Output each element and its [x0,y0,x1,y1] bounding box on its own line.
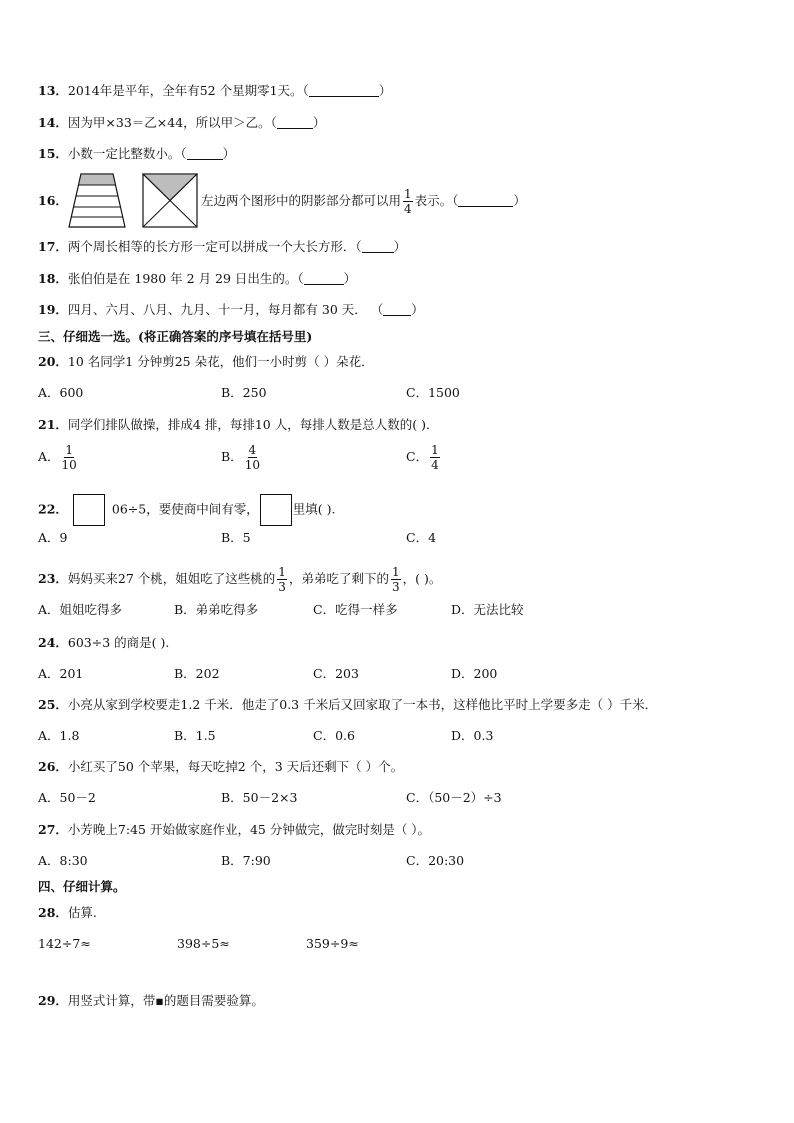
question-text: 2014年是平年，全年有52 个星期零1天。（ [67,83,309,98]
denominator: 10 [244,458,260,472]
question-number: 28． [38,905,68,920]
denominator: 3 [391,580,400,594]
question-24 [38,635,169,651]
question-18 [38,271,356,287]
answer-blank[interactable] [277,116,313,129]
option-a[interactable]: A．50－2 [38,790,96,805]
answer-blank[interactable] [309,84,379,97]
question-19 [38,302,424,318]
question-text: 小亮从家到学校要走1.2 千米．他走了0.3 千米后又回家取了一本书，这样他比平时上学要多走（ ）千米． [67,697,658,712]
answer-blank[interactable] [362,240,394,253]
option-c[interactable]: C．（50－2）÷3 [406,790,502,805]
option-b[interactable]: B．弟弟吃得多 [174,602,259,617]
question-26 [38,759,403,775]
question-23 [38,566,441,593]
option-label: B． [221,449,243,464]
numerator: 4 [248,443,257,457]
question-number: 21． [38,417,68,432]
fraction [245,444,260,471]
question-16 [201,188,526,215]
question-number: 13． [38,83,68,98]
question-number: 25． [38,697,68,712]
option-a[interactable]: A．201 [38,666,84,681]
question-text: 06÷5，要使商中间有零， [111,501,259,517]
fraction [391,566,401,593]
question-number: 18． [38,271,68,286]
answer-blank[interactable] [383,303,411,316]
question-27 [38,822,430,838]
option-a[interactable]: A．9 [38,530,68,545]
numerator: 1 [65,443,73,457]
option-a[interactable]: A．8:30 [38,853,88,868]
closing-paren: ） [222,146,236,161]
option-d[interactable]: D．无法比较 [451,602,524,617]
question-text: 小数一定比整数小。（ [67,146,187,161]
question-text: 估算. [67,905,97,920]
question-20 [38,354,374,370]
question-text: 表示。（ [414,193,459,208]
option-c[interactable] [406,444,442,471]
question-text: 因为甲×33＝乙×44，所以甲＞乙。（ [67,115,277,130]
option-b[interactable]: B．202 [174,666,220,681]
option-c[interactable]: C．4 [406,530,437,545]
trapezoid-figure [68,173,126,228]
option-label: C． [406,449,429,464]
question-number: 20． [38,354,68,369]
numerator: 1 [278,565,286,579]
closing-paren: ） [393,239,407,254]
option-c[interactable]: C．吃得一样多 [313,602,398,617]
question-text: 小芳晚上7:45 开始做家庭作业，45 分钟做完，做完时刻是（ ）。 [67,822,431,837]
question-15 [38,146,235,162]
option-b[interactable]: B．1.5 [174,728,216,743]
option-a[interactable]: A．姐姐吃得多 [38,602,123,617]
digit-box[interactable] [73,494,105,526]
question-number: 19． [38,302,68,317]
closing-paren: ） [513,193,526,208]
denominator: 4 [404,202,412,216]
option-d[interactable]: D．200 [451,666,498,681]
question-text: 里填( ). [292,501,336,517]
digit-box-reference [260,494,292,526]
question-number: 22． [38,501,68,517]
closing-paren: ） [312,115,326,130]
answer-blank[interactable] [187,147,223,160]
answer-blank[interactable] [304,272,344,285]
option-a[interactable] [38,444,79,471]
question-text: ，弟弟吃了剩下的 [288,571,389,586]
estimate-item: 142÷7≈ [38,936,91,951]
question-text: 10 名同学1 分钟剪25 朵花，他们一小时剪（ ）朵花． [67,354,374,369]
question-number: 17． [38,239,68,254]
option-b[interactable]: B．7:90 [221,853,271,868]
question-22 [38,494,335,526]
question-text: 左边两个图形中的阴影部分都可以用 [201,193,402,208]
question-number: 16． [38,193,68,208]
option-b[interactable]: B．5 [221,530,251,545]
question-28 [38,905,97,921]
estimate-item: 359÷9≈ [306,936,359,951]
fraction [277,566,287,593]
numerator: 1 [404,187,412,201]
question-21 [38,417,438,433]
closing-paren: ） [378,83,392,98]
option-c[interactable]: C．203 [313,666,359,681]
question-number: 15． [38,146,68,161]
question-text: 用竖式计算，带▪的题目需要验算。 [67,993,264,1008]
fraction [62,444,77,471]
question-text: 同学们排队做操，排成4 排，每排10 人，每排人数是总人数的( )． [67,417,439,432]
section-heading-4: 四、仔细计算。 [38,879,126,894]
question-text: 603÷3 的商是( ). [67,635,170,650]
estimate-item: 398÷5≈ [177,936,230,951]
question-14 [38,115,325,131]
square-figure [142,173,198,228]
question-number: 29． [38,993,68,1008]
denominator: 4 [431,458,439,472]
option-d[interactable]: D．0.3 [451,728,494,743]
question-17 [38,239,406,255]
closing-paren: ） [411,302,424,317]
option-b[interactable]: B．50－2×3 [221,790,298,805]
question-text: 四月、六月、八月、九月、十一月，每月都有 30 天． （ [67,302,384,317]
numerator: 1 [391,565,400,579]
question-text: 两个周长相等的长方形一定可以拼成一个大长方形．（ [67,239,362,254]
question-29 [38,993,264,1009]
option-c[interactable]: C．0.6 [313,728,355,743]
numerator: 1 [431,443,439,457]
question-text: 张伯伯是在 1980 年 2 月 29 日出生的。（ [67,271,304,286]
option-c[interactable]: C．20:30 [406,853,465,868]
question-number: 27． [38,822,68,837]
fraction [403,188,413,215]
question-text: 小红买了50 个苹果，每天吃掉2 个，3 天后还剩下（ ）个。 [67,759,404,774]
option-b[interactable]: B．250 [221,385,267,400]
answer-blank[interactable] [458,194,513,207]
option-a[interactable]: A．600 [38,385,84,400]
question-number: 26． [38,759,68,774]
closing-paren: ） [343,271,357,286]
denominator: 10 [61,458,77,472]
question-text: ，( )。 [402,571,442,586]
fraction [430,444,440,471]
section-heading-3: 三、仔细选一选。(将正确答案的序号填在括号里) [38,329,313,344]
option-label: A． [38,449,60,464]
question-16-number-wrap [38,193,68,209]
question-number: 24． [38,635,68,650]
question-number: 14． [38,115,68,130]
option-a[interactable]: A．1.8 [38,728,80,743]
option-c[interactable]: C．1500 [406,385,460,400]
question-text: 妈妈买来27 个桃，姐姐吃了这些桃的 [67,571,276,586]
question-number: 23． [38,571,68,586]
question-25 [38,697,657,713]
question-13 [38,83,391,99]
denominator: 3 [278,580,286,594]
option-b[interactable] [221,444,262,471]
